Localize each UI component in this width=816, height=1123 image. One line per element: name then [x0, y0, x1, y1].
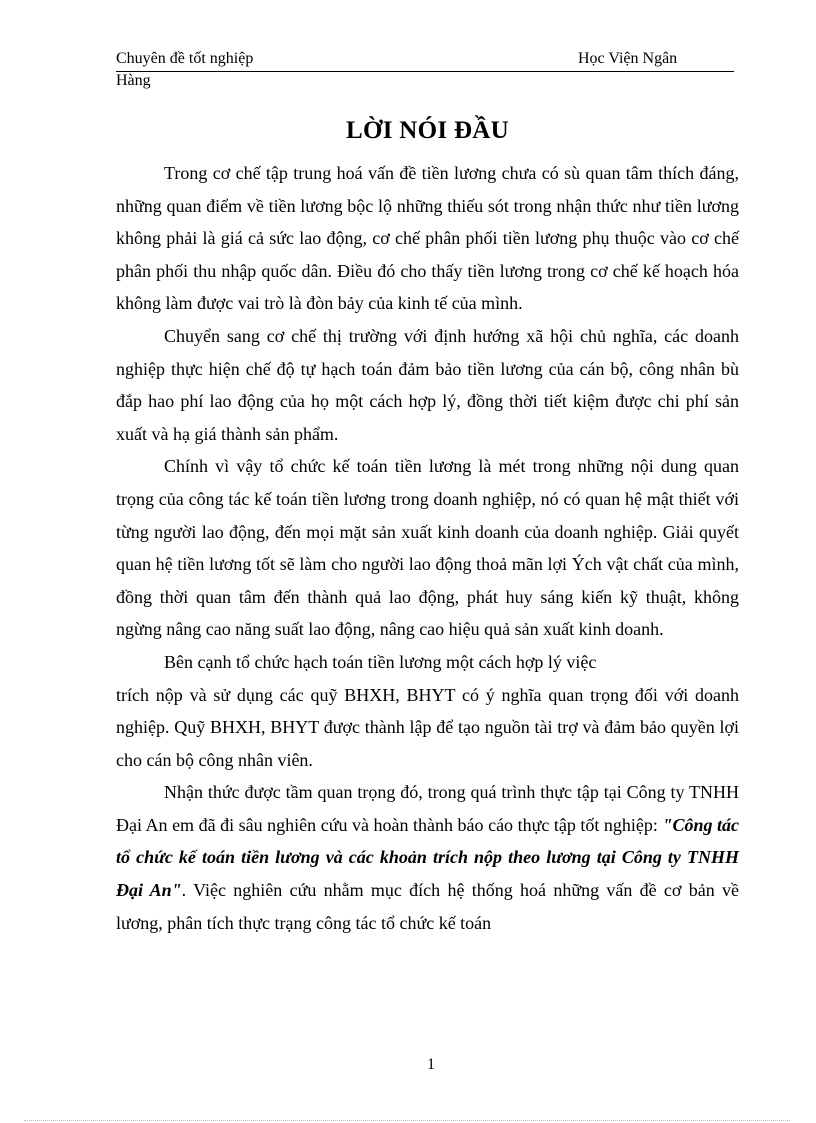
header-wrap-text: Hàng: [116, 72, 151, 89]
header-right-text: Học Viện Ngân: [578, 50, 678, 67]
page-number: 1: [427, 1056, 435, 1073]
paragraph-4-first-line: Bên cạnh tổ chức hạch toán tiền lương một cách hợp lý việc: [164, 651, 597, 672]
page-header: [116, 50, 734, 72]
paragraph-3: Chính vì vậy tổ chức kế toán tiền lương là mét trong những nội dung quan trọng của công tác kế toán tiền lương trong doanh nghiệp, nó có quan hệ mật thiết với từng người lao động, đến mọi mặt sản xuất kinh doanh của doanh nghiệp. Giải quyết quan hệ tiền lương tốt sẽ làm cho người lao động thoả mãn lợi Ých vật chất của mình, đồng thời quan tâm đến thành quả lao động, phát huy sáng kiến kỹ thuật, không ngừng nâng cao năng suất lao động, nâng cao hiệu quả sản xuất kinh doanh.: [116, 456, 739, 640]
paragraph-1: Trong cơ chế tập trung hoá vấn đề tiền lương chưa có sù quan tâm thích đáng, những quan điểm về tiền lương bộc lộ những thiếu sót trong nhận thức như tiền lương không phải là giá cả sức lao động, cơ chế phân phối tiền lương phụ thuộc vào cơ chế phân phối thu nhập quốc dân. Điều đó cho thấy tiền lương trong cơ chế kế hoạch hóa không làm được vai trò là đòn bảy của kinh tế của mình.: [116, 163, 739, 314]
page-title: LỜI NÓI ĐẦU: [345, 117, 510, 144]
header-left-text: Chuyên đề tốt nghiệp: [116, 50, 254, 67]
paragraph-5: [116, 776, 739, 939]
page-bottom-rule: [24, 1120, 790, 1121]
document-body: [116, 157, 739, 939]
paragraph-2: Chuyển sang cơ chế thị trường với định hướng xã hội chủ nghĩa, các doanh nghiệp thực hiện chế độ tự hạch toán đảm bảo tiền lương của cán bộ, công nhân bù đắp hao phí lao động của họ một cách hợp lý, đồng thời tiết kiệm được chi phí sản xuất và hạ giá thành sản phẩm.: [116, 325, 739, 444]
paragraph-5-end: . Việc nghiên cứu nhằm mục đích hệ thống hoá những vấn đề cơ bản về lương, phân tích thực trạng công tác tổ chức kế toán: [116, 880, 739, 933]
paragraph-5-start: Nhận thức được tầm quan trọng đó, trong quá trình thực tập tại Công ty TNHH Đại An em đã đi sâu nghiên cứu và hoàn thành báo cáo thực tập tốt nghiệp:: [116, 782, 739, 835]
report-title: "Công tác tổ chức kế toán tiền lương và các khoản trích nộp theo lương tại Công ty TNHH Đại An": [116, 814, 740, 901]
paragraph-4-body: trích nộp và sử dụng các quỹ BHXH, BHYT có ý nghĩa quan trọng đối với doanh nghiệp. Quỹ BHXH, BHYT được thành lập để tạo nguồn tài trợ và đảm bảo quyền lợi cho cán bộ công nhân viên.: [116, 684, 739, 770]
